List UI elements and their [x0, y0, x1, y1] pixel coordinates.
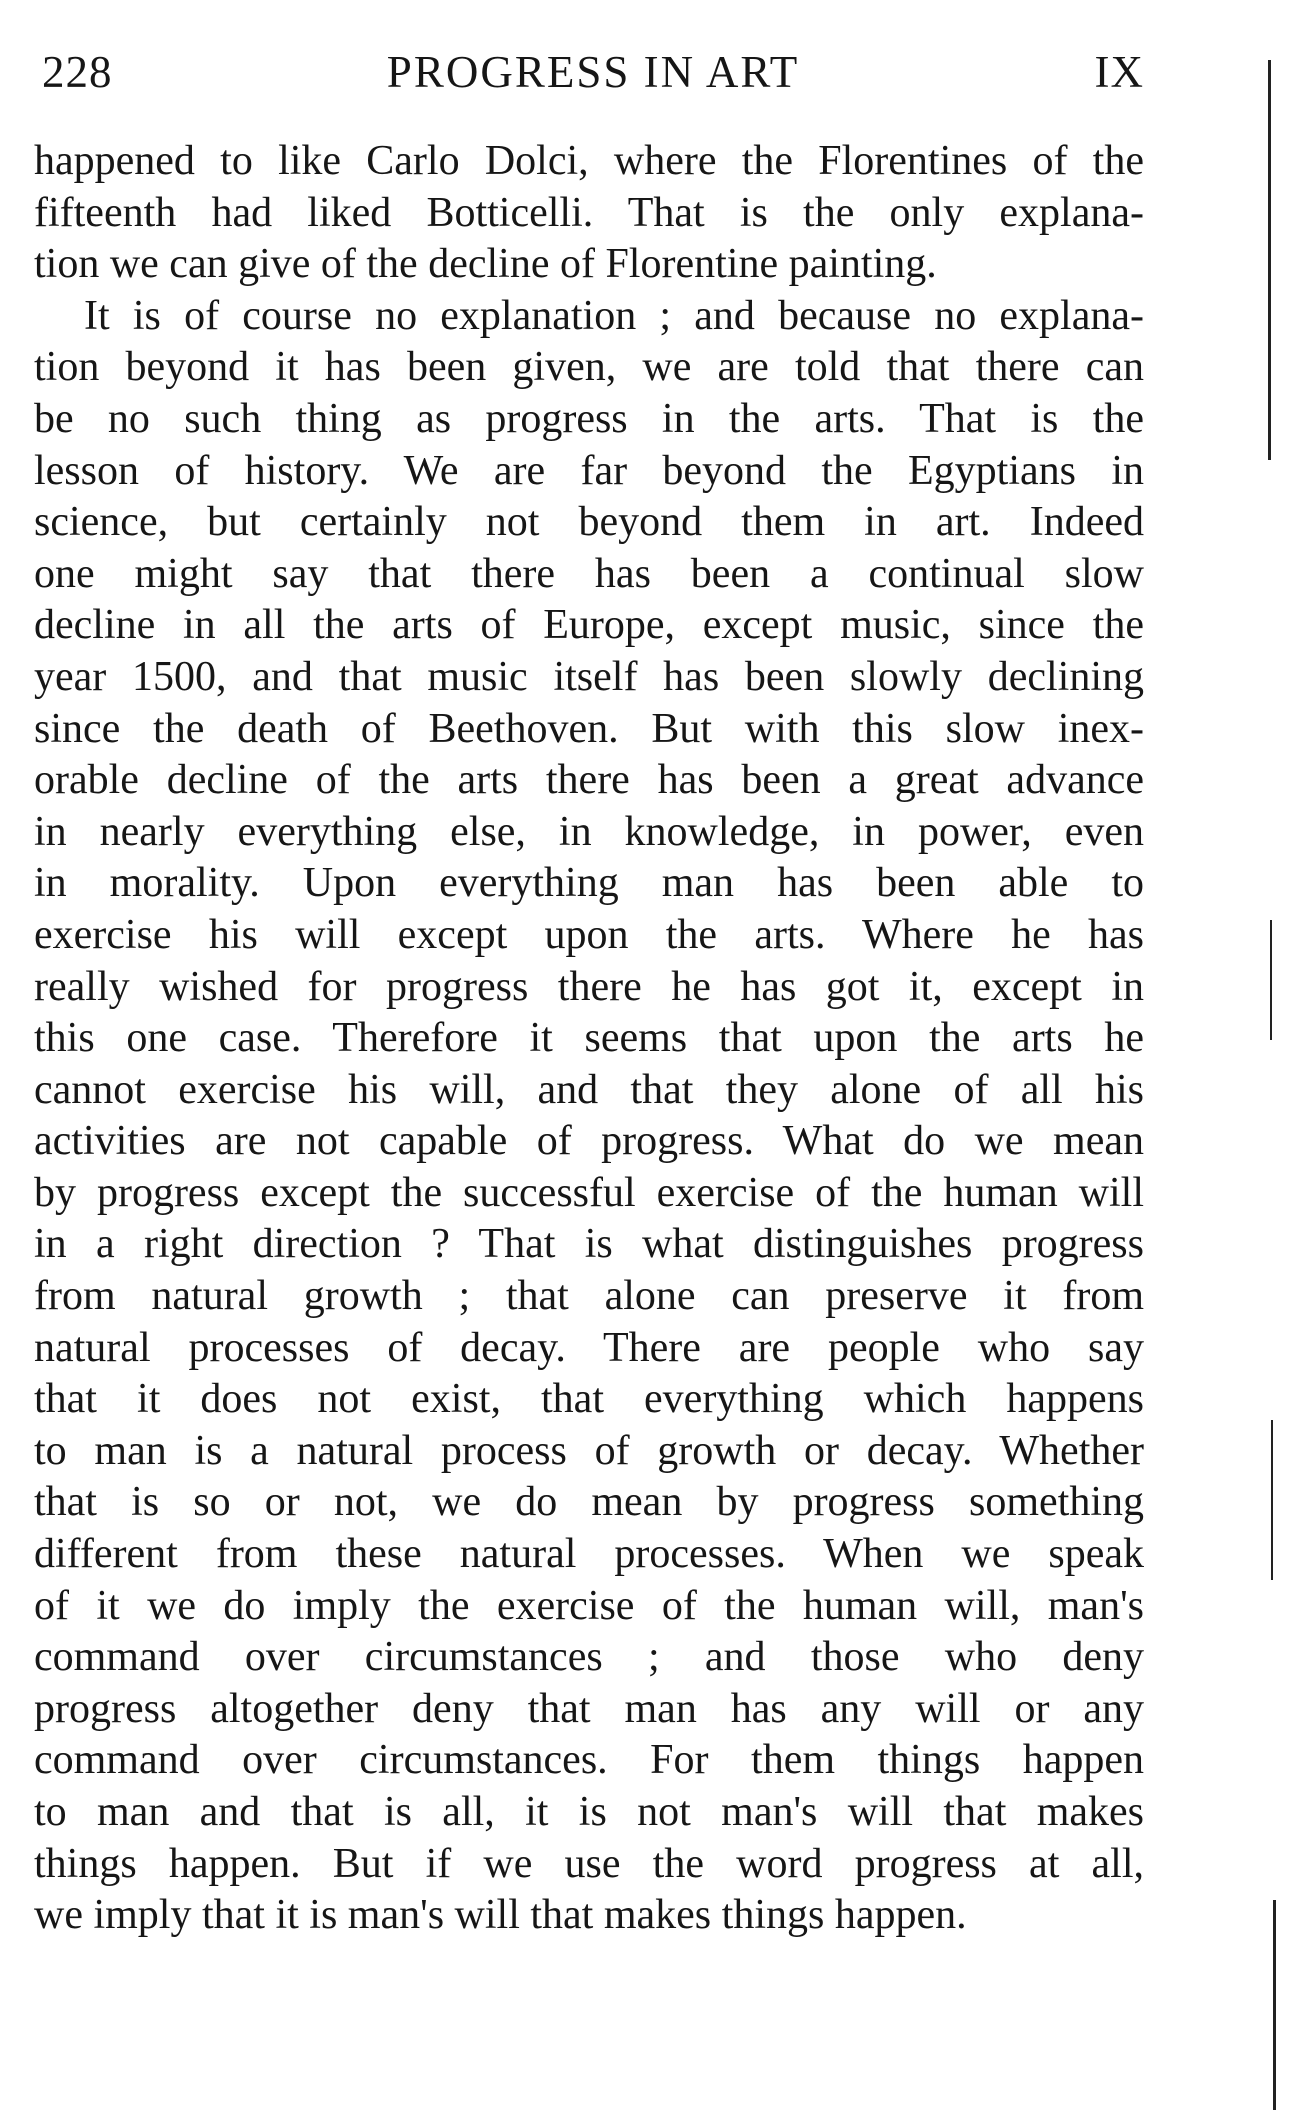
text-line: decline in all the arts of Europe, except music, since the [34, 602, 1144, 649]
text-line: in morality. Upon everything man has been able to [34, 860, 1144, 907]
scan-edge-mark [1273, 1900, 1276, 2110]
text-line: since the death of Beethoven. But with this slow inex- [34, 705, 1144, 752]
page-number: 228 [42, 47, 113, 97]
text-line: command over circumstances. For them things happen [34, 1737, 1144, 1784]
text-line: year 1500, and that music itself has been slowly declining [34, 653, 1144, 700]
page-header [42, 46, 1144, 106]
text-line: things happen. But if we use the word progress at all, [34, 1840, 1144, 1887]
text-line: lesson of history. We are far beyond the Egyptians in [34, 447, 1144, 494]
chapter-number: IX [1094, 47, 1144, 97]
text-line: happened to like Carlo Dolci, where the Florentines of the [34, 138, 1144, 184]
text-line: tion we can give of the decline of Florentine painting. [34, 241, 937, 288]
text-line: science, but certainly not beyond them in art. Indeed [34, 499, 1144, 546]
text-line: of it we do imply the exercise of the human will, man's [34, 1582, 1144, 1629]
text-line: by progress except the successful exercise of the human will [34, 1169, 1144, 1216]
text-line: orable decline of the arts there has been a great advance [34, 757, 1144, 804]
text-line: tion beyond it has been given, we are told that there can [34, 344, 1144, 391]
text-line: different from these natural processes. When we speak [34, 1531, 1144, 1578]
text-line: to man and that is all, it is not man's will that makes [34, 1789, 1144, 1835]
text-line: to man is a natural process of growth or decay. Whether [34, 1427, 1144, 1474]
text-line: command over circumstances ; and those who deny [34, 1634, 1144, 1681]
text-line: cannot exercise his will, and that they alone of all his [34, 1066, 1144, 1113]
text-line: It is of course no explanation ; and because no explana- [84, 292, 1144, 339]
text-line: progress altogether deny that man has any will or any [34, 1685, 1144, 1732]
text-line: exercise his will except upon the arts. Where he has [34, 911, 1144, 958]
text-line: we imply that it is man's will that makes things happen. [34, 1892, 967, 1939]
scan-edge-mark [1270, 920, 1272, 1040]
text-line: be no such thing as progress in the arts. That is the [34, 395, 1144, 442]
text-line: in a right direction ? That is what distinguishes progress [34, 1221, 1144, 1268]
text-line: this one case. Therefore it seems that upon the arts he [34, 1015, 1144, 1062]
text-line: in nearly everything else, in knowledge, in power, even [34, 808, 1144, 855]
text-line: from natural growth ; that alone can preserve it from [34, 1273, 1144, 1320]
scan-edge-mark [1271, 1420, 1273, 1580]
text-line: one might say that there has been a continual slow [34, 550, 1144, 597]
text-line: natural processes of decay. There are people who say [34, 1324, 1144, 1371]
body-text [34, 136, 1144, 1942]
text-line: that it does not exist, that everything which happens [34, 1376, 1144, 1423]
text-line: activities are not capable of progress. What do we mean [34, 1118, 1144, 1165]
running-head: PROGRESS IN ART [386, 47, 800, 97]
text-line: really wished for progress there he has got it, except in [34, 963, 1144, 1010]
text-line: fifteenth had liked Botticelli. That is the only explana- [34, 189, 1144, 236]
scan-edge-mark [1268, 60, 1271, 460]
text-line: that is so or not, we do mean by progress something [34, 1479, 1144, 1526]
